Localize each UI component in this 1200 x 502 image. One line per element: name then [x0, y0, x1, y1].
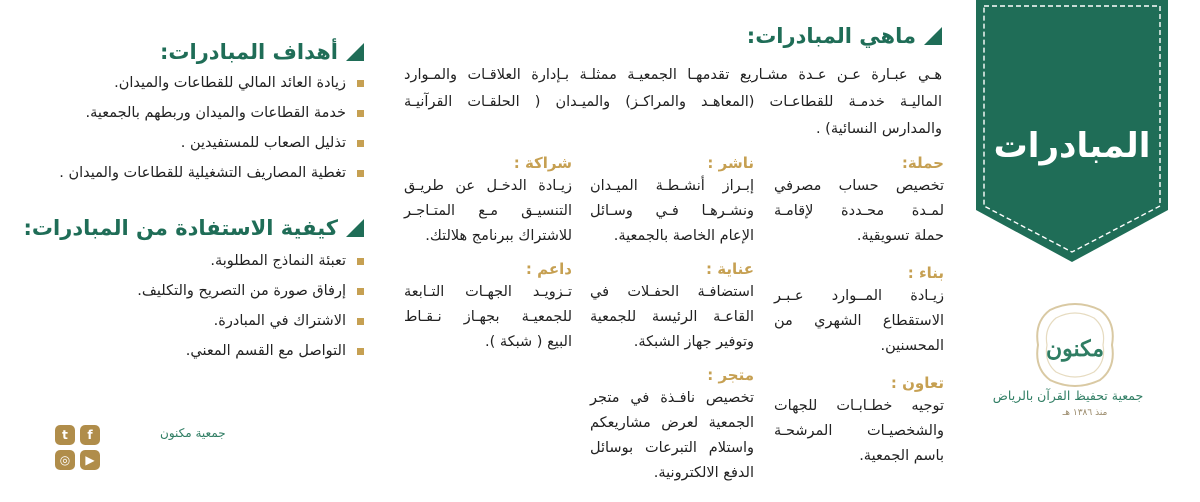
initiative-line: للاشتراك ببرنامج هلالتك. [425, 228, 572, 244]
initiative-title: متجر : [707, 366, 754, 384]
initiative-title: بناء : [907, 264, 944, 282]
initiative-hamla [774, 154, 944, 249]
benefit-text: التواصل مع القسم المعني. [185, 343, 346, 359]
initiative-enaya [590, 260, 754, 355]
benefit-text: إرفاق صورة من التصريح والتكليف. [137, 283, 346, 299]
org-name: جمعية تحفيظ القرآن بالرياض [992, 388, 1144, 403]
initiative-line: زيـادة المــوارد عـبـر [774, 288, 944, 304]
initiative-line: تخصيص نافـذة في متجر [590, 390, 754, 406]
initiative-line: تـزويـد الجهـات التـابعة [404, 284, 572, 300]
goal-item [44, 68, 364, 98]
initiative-binaa [774, 264, 944, 359]
initiative-daem [404, 260, 572, 355]
initiative-line: لمـدة محـددة لإقامـة [774, 203, 944, 219]
goal-item [44, 98, 364, 128]
benefit-item [44, 306, 364, 336]
heading-triangle-icon [346, 219, 364, 237]
initiative-line: للجمعيـة بجهـاز نـقـاط [404, 309, 572, 325]
org-since: منذ ١٣٨٦ هـ [1062, 408, 1108, 418]
goals-list [44, 68, 364, 188]
initiative-line: والشخصيـات المرشحـة [774, 423, 944, 439]
initiative-title: عناية : [706, 260, 754, 278]
initiative-line: القاعـة الرئيسة للجمعية [590, 309, 754, 325]
instagram-icon[interactable]: ◎ [55, 450, 75, 470]
initiative-line: إبـراز أنشـطـة الميـدان [590, 178, 754, 194]
social-links [52, 422, 226, 472]
initiative-line: واستلام التبرعات بوسائل [590, 440, 754, 456]
initiative-line: باسم الجمعية. [859, 448, 944, 464]
initiative-taawon [774, 374, 944, 469]
benefit-item [44, 246, 364, 276]
benefit-item [44, 276, 364, 306]
initiative-line: البيع ( شبكة ). [485, 334, 572, 350]
what-line: والمدارس النسائية) . [815, 121, 942, 137]
benefit-item [44, 336, 364, 366]
benefit-heading [24, 216, 364, 240]
initiative-line: المحسنين. [880, 338, 944, 354]
initiative-line: الجمعية لعرض مشاريعكم [590, 415, 754, 431]
goal-text: زيادة العائد المالي للقطاعات والميدان. [114, 75, 346, 91]
what-line: هـي عبـارة عـن عـدة مشـاريع تقدمهـا الجمعيـة ممثلـة بـإدارة العلاقـات والمـوارد [404, 67, 942, 83]
initiative-matjar [590, 366, 754, 486]
goal-text: خدمة القطاعات والميدان وربطهم بالجمعية. [85, 105, 346, 121]
initiative-line: ونشـرهـا فـي وسـائل [590, 203, 754, 219]
initiative-line: الاستقطاع الشهري من [774, 313, 944, 329]
initiative-line: الإعام الخاصة بالجمعية. [613, 228, 754, 244]
square-bullet-icon [357, 80, 364, 87]
what-heading [747, 24, 942, 48]
initiative-line: زيـادة الدخـل عن طريـق [404, 178, 572, 194]
benefit-text: تعبئة النماذج المطلوبة. [210, 253, 346, 269]
what-line: الماليـة خدمـة للقطاعـات (المعاهـد والمراكـز) والميـدان ( الحلقـات القرآنيـة [404, 94, 942, 110]
initiative-line: تخصيص حساب مصرفي [774, 178, 944, 194]
what-heading-text: ماهي المبادرات: [746, 24, 916, 48]
square-bullet-icon [357, 140, 364, 147]
svg-text:مكنون: مكنون [1045, 336, 1105, 362]
square-bullet-icon [357, 110, 364, 117]
facebook-icon[interactable]: f [80, 425, 100, 445]
square-bullet-icon [357, 348, 364, 355]
goal-item [44, 128, 364, 158]
initiative-line: استضافـة الحفـلات في [590, 284, 754, 300]
youtube-icon[interactable]: ▶ [80, 450, 100, 470]
twitter-icon[interactable]: t [55, 425, 75, 445]
initiative-line: توجيه خطـابـات للجهات [774, 398, 944, 414]
initiative-line: التنسيـق مـع المتـاجـر [404, 203, 572, 219]
initiative-title: شراكة : [513, 154, 572, 172]
heading-triangle-icon [924, 27, 942, 45]
benefit-list [44, 246, 364, 366]
square-bullet-icon [357, 288, 364, 295]
initiative-title: داعم : [525, 260, 572, 278]
initiative-title: ناشر : [707, 154, 754, 172]
heading-triangle-icon [346, 43, 364, 61]
what-description [404, 62, 942, 143]
initiative-line: وتوفير جهاز الشبكة. [633, 334, 754, 350]
square-bullet-icon [357, 258, 364, 265]
banner-title: المبادرات [993, 126, 1151, 166]
square-bullet-icon [357, 318, 364, 325]
goals-heading-text: أهداف المبادرات: [160, 40, 338, 64]
title-banner [976, 0, 1168, 262]
goals-heading [160, 40, 364, 64]
goal-text: تغطية المصاريف التشغيلية للقطاعات والميدان . [59, 165, 346, 181]
benefit-text: الاشتراك في المبادرة. [213, 313, 346, 329]
square-bullet-icon [357, 170, 364, 177]
initiative-title: حملة: [901, 154, 944, 172]
goal-text: تذليل الصعاب للمستفيدين . [180, 135, 346, 151]
org-logo [1020, 300, 1130, 390]
social-label: جمعية مكنون [160, 426, 226, 440]
goal-item [44, 158, 364, 188]
initiative-nasher [590, 154, 754, 249]
initiative-line: الدفع الالكترونية. [653, 465, 754, 481]
benefit-heading-text: كيفية الاستفادة من المبادرات: [23, 216, 338, 240]
initiative-sharaka [404, 154, 572, 249]
initiative-title: تعاون : [890, 374, 944, 392]
initiative-line: حملة تسويقية. [856, 228, 944, 244]
